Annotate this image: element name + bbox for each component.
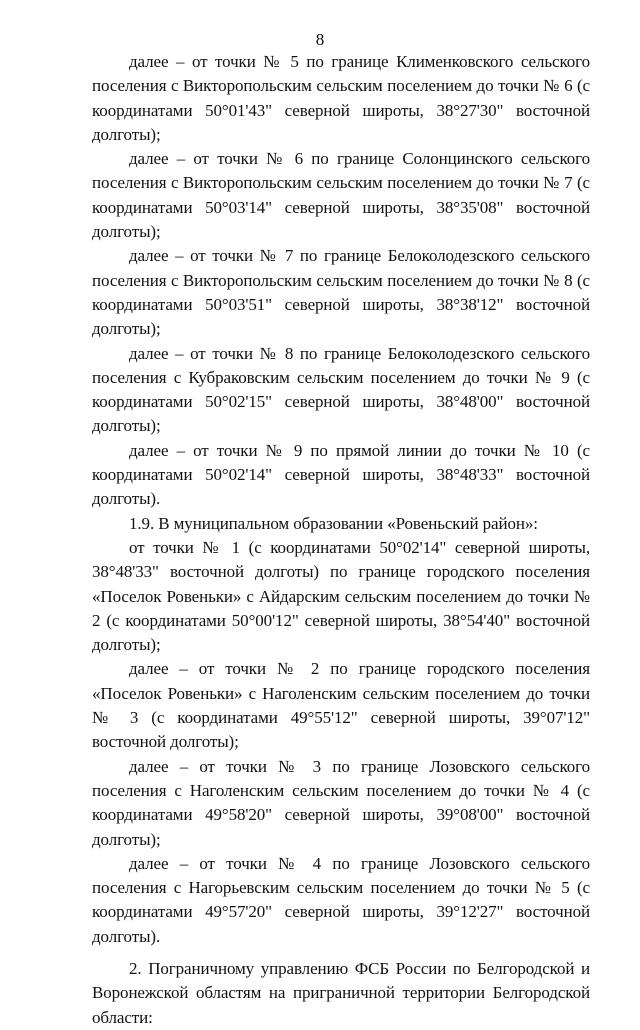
paragraph-point-7-to-8: далее – от точки № 7 по границе Белоколодезского сельского поселения с Викторопольским сельским поселением до точки № 8 (с координатами 50°03'51" северной широты, 38°38'12" восточной долготы); bbox=[92, 246, 590, 339]
document-body bbox=[92, 50, 590, 1030]
paragraph-rovenki-point-4-to-5: далее – от точки № 4 по границе Лозовского сельского поселения с Нагорьевским сельским поселением до точки № 5 (с координатами 49°57'20" северной широты, 39°12'27" восточной долготы). bbox=[92, 853, 590, 946]
paragraph-point-8-to-9: далее – от точки № 8 по границе Белоколодезского сельского поселения с Кубраковским сельским поселением до точки № 9 (с координатами 50°02'15" северной широты, 38°48'00" восточной долготы); bbox=[92, 343, 590, 436]
paragraph-rovenki-point-1-to-2: от точки № 1 (с координатами 50°02'14" северной широты, 38°48'33" восточной долготы) по границе городского поселения «Поселок Ровеньки» с Айдарским сельским поселением до точки № 2 (с координатами 50°00'12" северной широты, 38°54'40" восточной долготы); bbox=[92, 537, 590, 655]
page-number: 8 bbox=[315, 30, 325, 49]
paragraph-point-6-to-7: далее – от точки № 6 по границе Солонцинского сельского поселения с Викторопольским сельским поселением до точки № 7 (с координатами 50°03'14" северной широты, 38°35'08" восточной долготы); bbox=[92, 149, 590, 242]
paragraph-point-5-to-6: далее – от точки № 5 по границе Клименковского сельского поселения с Викторопольским сельским поселением до точки № 6 (с координатами 50°01'43" северной широты, 38°27'30" восточной долготы); bbox=[92, 52, 590, 144]
paragraph-rovenki-point-3-to-4: далее – от точки № 3 по границе Лозовского сельского поселения с Наголенским сельским поселением до точки № 4 (с координатами 49°58'20" северной широты, 39°08'00" восточной долготы); bbox=[92, 756, 590, 849]
paragraph-rovenki-point-2-to-3: далее – от точки № 2 по границе городского поселения «Поселок Ровеньки» с Наголенским сельским поселением до точки № 3 (с координатами 49°55'12" северной широты, 39°07'12" восточной долготы); bbox=[92, 659, 590, 752]
paragraph-point-9-to-10: далее – от точки № 9 по прямой линии до точки № 10 (с координатами 50°02'14" северной широты, 38°48'33" восточной долготы). bbox=[92, 440, 590, 509]
section-heading-2: 2. Пограничному управлению ФСБ России по Белгородской и Воронежской областям на приграничной территории Белгородской области: bbox=[92, 958, 590, 1027]
section-heading-1-9: 1.9. В муниципальном образовании «Ровеньский район»: bbox=[129, 513, 538, 533]
